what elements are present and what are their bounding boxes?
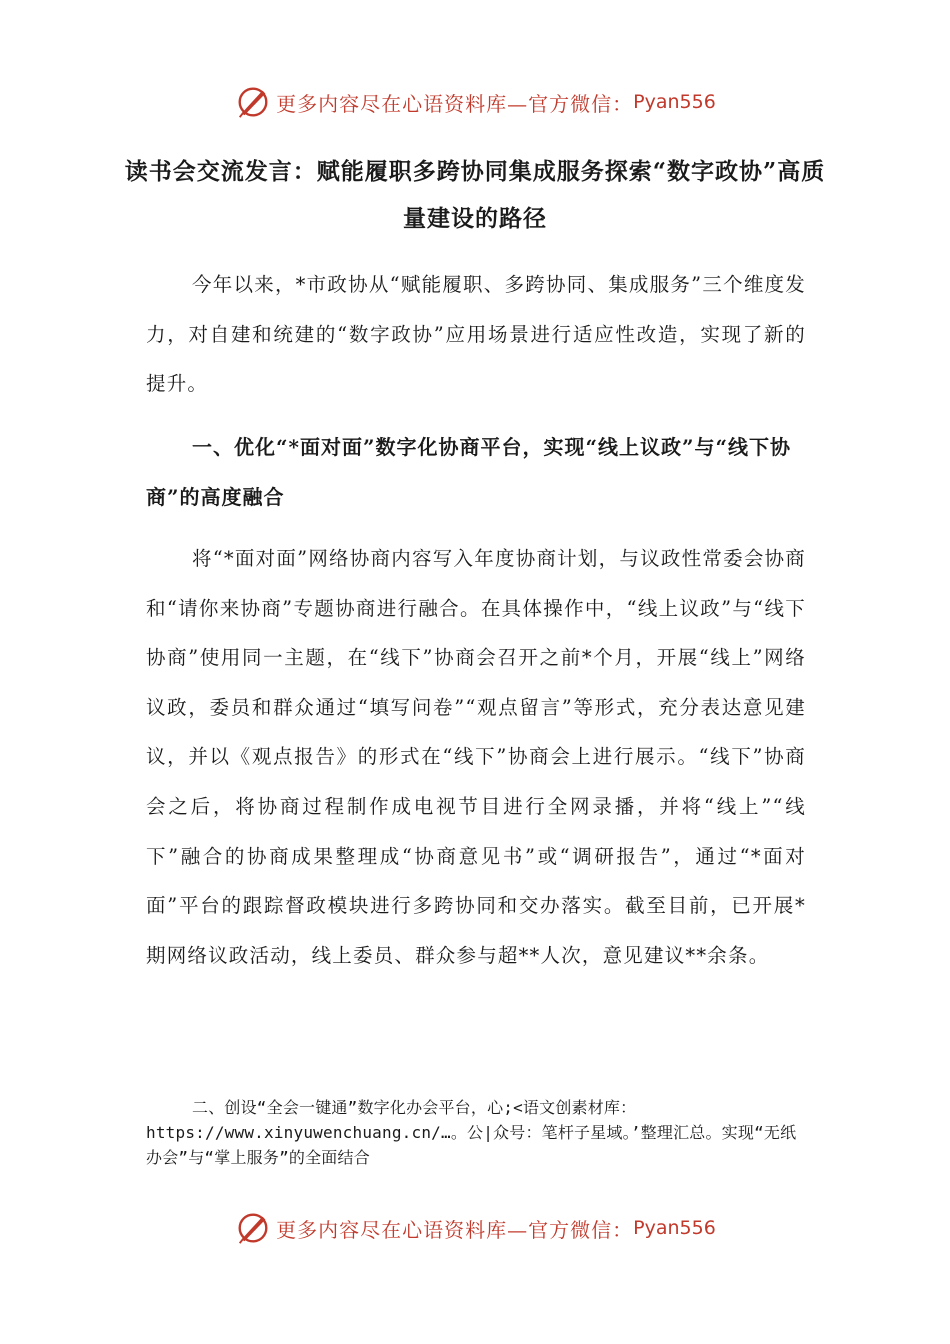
section1-body-paragraph: 将“*面对面”网络协商内容写入年度协商计划，与议政性常委会协商和“请你来协商”专题协商进行融合。在具体操作中，“线上议政”与“线下协商”使用同一主题，在“线下”协商会召开之前*个月，开展“线上”网络议政，委员和群众通过“填写问卷”“观点留言”等形式，充分表达意见建议，并以《观点报告》的形式在“线下”协商会上进行展示。“线下”协商会之后，将协商过程制作成电视节目进行全网录播，并将“线上”“线下”融合的协商成果整理成“协商意见书”或“调研报告”，通过“*面对面”平台的跟踪督政模块进行多跨协同和交办落实。截至目前，已开展*期网络议政活动，线上委员、群众参与超**人次，意见建议**余条。 xyxy=(146,547,806,967)
intro-paragraph: 今年以来，*市政协从“赋能履职、多跨协同、集成服务”三个维度发力，对自建和统建的“数字政协”应用场景进行适应性改造，实现了新的提升。 xyxy=(146,273,806,396)
banner-handle: Pyan556 xyxy=(633,1217,716,1239)
quill-pen-logo-icon xyxy=(234,1209,272,1247)
banner-text: 更多内容尽在心语资料库—官方微信： xyxy=(276,1217,634,1242)
banner-text: 更多内容尽在心语资料库—官方微信： xyxy=(276,91,634,116)
header-watermark-banner xyxy=(0,82,950,122)
section1-heading: 一、优化“*面对面”数字化协商平台，实现“线上议政”与“线下协商”的高度融合 xyxy=(146,435,791,509)
banner-handle: Pyan556 xyxy=(633,91,716,113)
footer-watermark-banner xyxy=(0,1208,950,1248)
document-title: 读书会交流发言：赋能履职多跨协同集成服务探索“数字政协”高质量建设的路径 xyxy=(124,158,826,232)
quill-pen-logo-icon xyxy=(234,83,272,121)
section2-paragraph: 二、创设“全会一键通”数字化办会平台，心;<语文创素材库：https://www.xinyuwenchuang.cn/…。公|众号：笔杆子星域。’整理汇总。实现“无纸办会”与“掌上服务”的全面结合 xyxy=(146,1098,797,1167)
